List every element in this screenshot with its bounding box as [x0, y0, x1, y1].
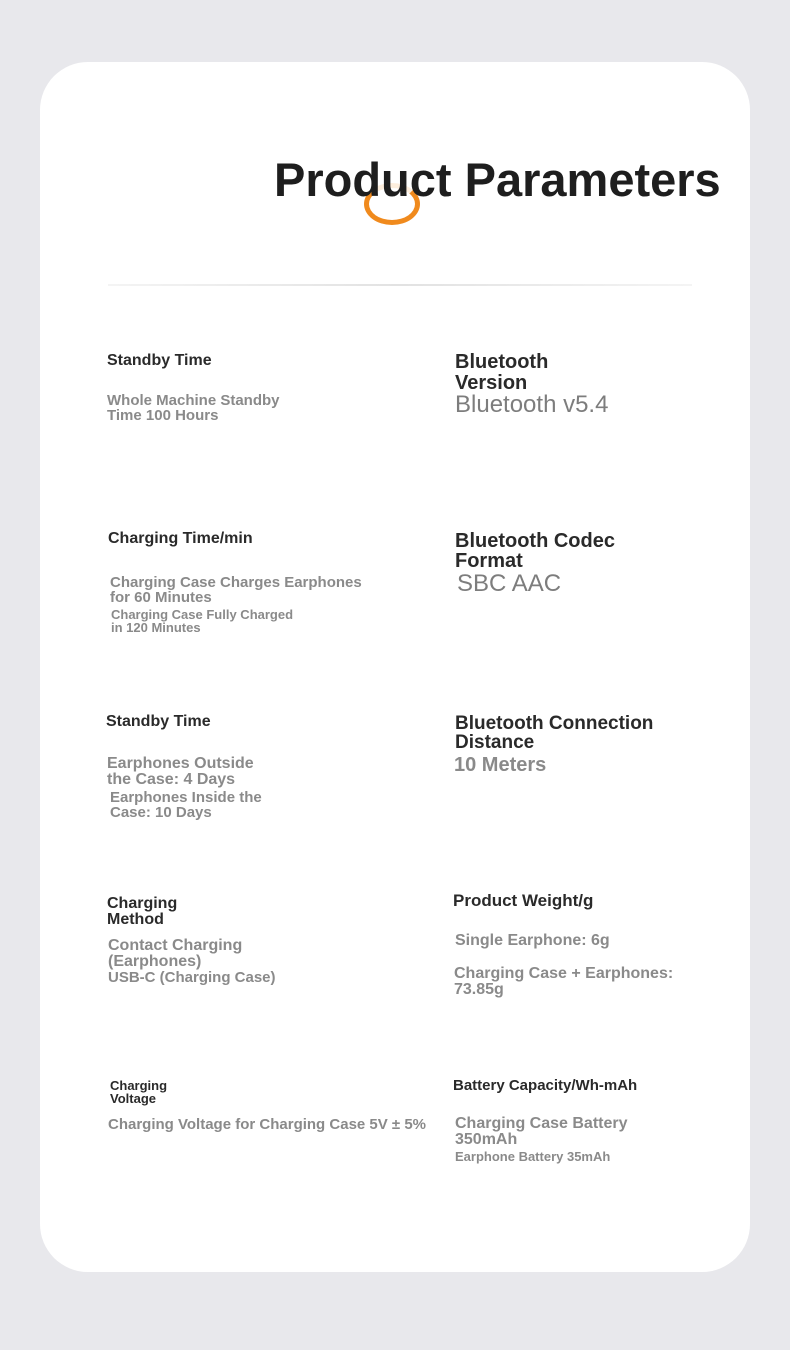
param-label: Product Weight/g: [453, 891, 594, 910]
param-standby-days: [106, 713, 262, 820]
param-value: Earphones Inside the Case: 10 Days: [110, 789, 262, 821]
param-label: Standby Time: [106, 713, 211, 730]
param-label: Charging Voltage: [110, 1078, 168, 1106]
param-value: Charging Case Fully Charged in 120 Minutes: [111, 607, 294, 635]
param-bluetooth-version: [455, 352, 608, 418]
param-standby-time: [107, 352, 280, 423]
param-label: Charging Time/min: [108, 530, 253, 547]
param-value: 10 Meters: [454, 754, 547, 776]
param-battery-capacity: [453, 1077, 637, 1164]
param-value: Earphones Outside the Case: 4 Days: [107, 755, 254, 788]
param-charging-method: [107, 896, 276, 986]
param-value: Whole Machine Standby Time 100 Hours: [107, 392, 280, 424]
param-bluetooth-codec: [455, 531, 615, 597]
param-label: Standby Time: [107, 352, 212, 369]
param-label: Bluetooth Version: [455, 351, 549, 394]
param-value: Charging Case + Earphones: 73.85g: [454, 965, 674, 998]
param-value: Charging Case Charges Earphones for 60 Minutes: [110, 574, 362, 606]
title-divider: [108, 284, 692, 286]
param-label: Charging Method: [107, 895, 178, 928]
param-value: Charging Case Battery 350mAh: [455, 1115, 628, 1148]
param-charging-voltage: [108, 1079, 426, 1133]
param-value: Contact Charging (Earphones): [108, 937, 243, 970]
param-value: SBC AAC: [457, 570, 562, 597]
param-value: Earphone Battery 35mAh: [455, 1149, 611, 1164]
param-bluetooth-distance: [455, 714, 653, 776]
param-value: Bluetooth v5.4: [455, 391, 609, 418]
param-label: Battery Capacity/Wh-mAh: [453, 1077, 638, 1094]
param-value: USB-C (Charging Case): [108, 969, 276, 986]
param-label: Bluetooth Connection Distance: [455, 713, 654, 753]
param-value: Single Earphone: 6g: [455, 932, 610, 949]
page-title: Product Parameters: [274, 153, 721, 206]
param-label: Bluetooth Codec Format: [455, 530, 615, 572]
param-charging-time: [108, 530, 362, 634]
param-value: Charging Voltage for Charging Case 5V ± 5%: [108, 1116, 427, 1133]
param-product-weight: [453, 891, 673, 998]
